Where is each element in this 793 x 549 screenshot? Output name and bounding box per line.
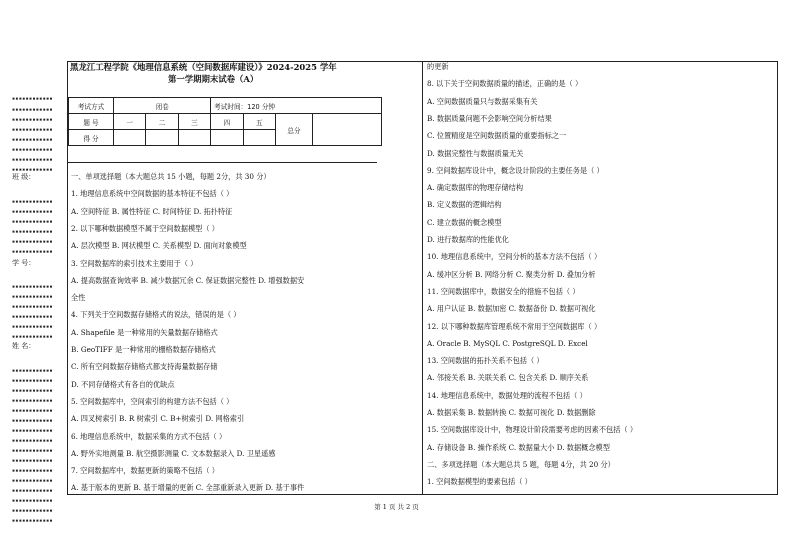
column-divider: [422, 61, 423, 495]
binding-dots: ▪▪▪▪▪▪▪▪▪▪▪▪: [12, 488, 53, 494]
right-question-line: 9. 空间数据库设计中，概念设计阶段的主要任务是（ ）: [427, 165, 604, 175]
binding-dots: ▪▪▪▪▪▪▪▪▪▪▪▪: [12, 294, 53, 300]
left-question-line: 4. 下列关于空间数据存储格式的说法，错误的是（ ）: [71, 310, 241, 320]
binding-dots: ▪▪▪▪▪▪▪▪▪▪▪▪: [12, 478, 53, 484]
binding-dots: ▪▪▪▪▪▪▪▪▪▪▪▪: [12, 438, 53, 444]
binding-dots: ▪▪▪▪▪▪▪▪▪▪▪▪: [12, 304, 53, 310]
left-question-line: A. 基于版本的更新 B. 基于增量的更新 C. 全部重新录入更新 D. 基于事件: [71, 483, 305, 493]
left-question-line: 3. 空间数据库的索引技术主要用于（ ）: [71, 258, 198, 268]
binding-dots: ▪▪▪▪▪▪▪▪▪▪▪▪: [12, 229, 53, 235]
binding-dots: ▪▪▪▪▪▪▪▪▪▪▪▪: [12, 199, 53, 205]
left-question-line: 全性: [71, 293, 86, 303]
total-label: 总分: [276, 114, 313, 146]
binding-dots: ▪▪▪▪▪▪▪▪▪▪▪▪: [12, 368, 53, 374]
binding-dots: ▪▪▪▪▪▪▪▪▪▪▪▪: [12, 284, 53, 290]
left-question-line: 2. 以下哪种数据模型不属于空间数据模型（ ）: [71, 223, 219, 233]
score-label: 得 分: [69, 130, 114, 146]
right-question-line: A. 数据采集 B. 数据转换 C. 数据可视化 D. 数据删除: [427, 408, 596, 417]
exam-mode-label: 考试方式: [69, 98, 114, 114]
right-question-line: A. 存储设备 B. 操作系统 C. 数据量大小 D. 数据概念模型: [427, 442, 610, 452]
binding-dots: ▪▪▪▪▪▪▪▪▪▪▪▪: [12, 378, 53, 384]
binding-dots: ▪▪▪▪▪▪▪▪▪▪▪▪: [12, 334, 53, 340]
left-question-line: A. Shapefile 是一种常用的矢量数据存储格式: [71, 327, 218, 337]
page-footer: 第 1 页 共 2 页: [374, 503, 419, 511]
left-question-line: 7. 空间数据库中，数据更新的策略不包括（ ）: [71, 466, 219, 476]
binding-dots: ▪▪▪▪▪▪▪▪▪▪▪▪: [12, 398, 53, 404]
left-question-line: C. 所有空间数据存储格式都支持海量数据存储: [71, 362, 218, 372]
binding-dots: ▪▪▪▪▪▪▪▪▪▪▪▪: [12, 107, 53, 113]
right-question-line: D. 数据完整性与数据质量无关: [427, 148, 524, 158]
right-question-line: 8. 以下关于空间数据质量的描述，正确的是（ ）: [427, 79, 583, 89]
section-4: 四: [211, 114, 243, 130]
right-question-line: 12. 以下哪种数据库管理系统不常用于空间数据库（ ）: [427, 321, 602, 331]
binding-dots: ▪▪▪▪▪▪▪▪▪▪▪▪: [12, 167, 53, 173]
binding-dots: ▪▪▪▪▪▪▪▪▪▪▪▪: [12, 117, 53, 123]
total-score-cell[interactable]: [313, 114, 382, 146]
binding-dots: ▪▪▪▪▪▪▪▪▪▪▪▪: [12, 249, 53, 255]
score-table: [68, 97, 382, 146]
title-line-2: 第一学期期末试卷（A）: [168, 74, 259, 84]
right-question-line: C. 建立数据的概念模型: [427, 217, 502, 227]
left-question-line: A. 四叉树索引 B. R 树索引 C. B+树索引 D. 网格索引: [71, 414, 245, 424]
section-3: 三: [178, 114, 210, 130]
binding-dots: ▪▪▪▪▪▪▪▪▪▪▪▪: [12, 324, 53, 330]
binding-dots: ▪▪▪▪▪▪▪▪▪▪▪▪: [12, 468, 53, 474]
left-question-line: 1. 地理信息系统中空间数据的基本特征不包括（ ）: [71, 189, 234, 199]
section-1: 一: [114, 114, 146, 130]
left-question-line: 6. 地理信息系统中，数据采集的方式不包括（ ）: [71, 431, 227, 441]
right-question-line: D. 进行数据库的性能优化: [427, 235, 509, 244]
binding-dots: ▪▪▪▪▪▪▪▪▪▪▪▪: [12, 209, 53, 215]
right-question-line: 14. 地理信息系统中，数据处理的流程不包括（ ）: [427, 390, 587, 400]
binding-dots: ▪▪▪▪▪▪▪▪▪▪▪▪: [12, 428, 53, 434]
score-cell-1[interactable]: [114, 130, 146, 146]
binding-dots: ▪▪▪▪▪▪▪▪▪▪▪▪: [12, 518, 53, 524]
right-question-line: A. Oracle B. MySQL C. PostgreSQL D. Excel: [427, 338, 588, 348]
binding-dots: ▪▪▪▪▪▪▪▪▪▪▪▪: [12, 388, 53, 394]
title-line-1: 黑龙江工程学院《地理信息系统（空间数据库建设）》2024-2025 学年: [70, 62, 337, 72]
name-label: 姓 名：: [12, 342, 36, 350]
right-question-line: A. 缓冲区分析 B. 网络分析 C. 聚类分析 D. 叠加分析: [427, 269, 596, 279]
right-question-line: 13. 空间数据的拓扑关系不包括（ ）: [427, 356, 544, 366]
left-question-line: 5. 空间数据库中，空间索引的构建方法不包括（ ）: [71, 396, 234, 406]
right-question-line: B. 定义数据的逻辑结构: [427, 200, 502, 210]
score-cell-2[interactable]: [146, 130, 178, 146]
binding-dots: ▪▪▪▪▪▪▪▪▪▪▪▪: [12, 448, 53, 454]
left-question-line: A. 空间特征 B. 属性特征 C. 时间特征 D. 拓扑特征: [71, 206, 233, 216]
student-id-label: 学 号：: [12, 259, 36, 267]
left-question-line: B. GeoTIFF 是一种常用的栅格数据存储格式: [71, 345, 216, 354]
binding-dots: ▪▪▪▪▪▪▪▪▪▪▪▪: [12, 508, 53, 514]
right-question-line: 二、多项选择题（本大题总共 5 题，每题 4分，共 20 分）: [427, 459, 615, 469]
right-question-line: A. 用户认证 B. 数据加密 C. 数据备份 D. 数据可视化: [427, 304, 596, 314]
score-cell-4[interactable]: [211, 130, 243, 146]
binding-dots: ▪▪▪▪▪▪▪▪▪▪▪▪: [12, 137, 53, 143]
binding-dots: ▪▪▪▪▪▪▪▪▪▪▪▪: [12, 408, 53, 414]
right-question-line: B. 数据质量问题不会影响空间分析结果: [427, 113, 552, 123]
binding-dots: ▪▪▪▪▪▪▪▪▪▪▪▪: [12, 418, 53, 424]
binding-dots: ▪▪▪▪▪▪▪▪▪▪▪▪: [12, 157, 53, 163]
binding-dots: ▪▪▪▪▪▪▪▪▪▪▪▪: [12, 219, 53, 225]
right-question-line: A. 空间数据质量只与数据采集有关: [427, 96, 538, 106]
score-cell-3[interactable]: [178, 130, 210, 146]
exam-mode-value: 闭卷: [114, 98, 211, 114]
binding-dots: ▪▪▪▪▪▪▪▪▪▪▪▪: [12, 498, 53, 504]
right-question-line: 的更新: [427, 62, 449, 71]
header-rule: [68, 162, 377, 163]
section-5: 五: [243, 114, 275, 130]
question-no-label: 题 号: [69, 114, 114, 130]
binding-dots: ▪▪▪▪▪▪▪▪▪▪▪▪: [12, 314, 53, 320]
binding-dots: ▪▪▪▪▪▪▪▪▪▪▪▪: [12, 239, 53, 245]
binding-dots: ▪▪▪▪▪▪▪▪▪▪▪▪: [12, 458, 53, 464]
right-question-line: C. 位置精度是空间数据质量的重要指标之一: [427, 131, 567, 141]
right-question-line: 15. 空间数据库设计中，物理设计阶段需要考虑的因素不包括（ ）: [427, 425, 638, 435]
left-question-line: 一、单项选择题（本大题总共 15 小题，每题 2分，共 30 分）: [71, 172, 271, 181]
class-label: 班 级：: [12, 173, 36, 181]
left-question-line: A. 层次模型 B. 网状模型 C. 关系模型 D. 面向对象模型: [71, 241, 247, 251]
score-cell-5[interactable]: [243, 130, 275, 146]
left-question-line: D. 不同存储格式有各自的优缺点: [71, 379, 175, 389]
section-2: 二: [146, 114, 178, 130]
binding-dots: ▪▪▪▪▪▪▪▪▪▪▪▪: [12, 127, 53, 133]
right-question-line: A. 确定数据库的物理存储结构: [427, 183, 524, 193]
right-question-line: 10. 地理信息系统中，空间分析的基本方法不包括（ ）: [427, 252, 602, 262]
right-question-line: 11. 空间数据库中，数据安全的措施不包括（ ）: [427, 286, 580, 296]
binding-dots: ▪▪▪▪▪▪▪▪▪▪▪▪: [12, 96, 53, 102]
exam-time: 考试时间：120 分钟: [211, 98, 382, 114]
left-question-line: A. 提高数据查询效率 B. 减少数据冗余 C. 保证数据完整性 D. 增强数据安: [71, 275, 305, 285]
left-question-line: A. 野外实地测量 B. 航空摄影测量 C. 文本数据录入 D. 卫星遥感: [71, 448, 276, 458]
binding-dots: ▪▪▪▪▪▪▪▪▪▪▪▪: [12, 147, 53, 153]
right-question-line: A. 邻接关系 B. 关联关系 C. 包含关系 D. 顺序关系: [427, 373, 589, 383]
right-question-line: 1. 空间数据模型的要素包括（ ）: [427, 477, 532, 487]
